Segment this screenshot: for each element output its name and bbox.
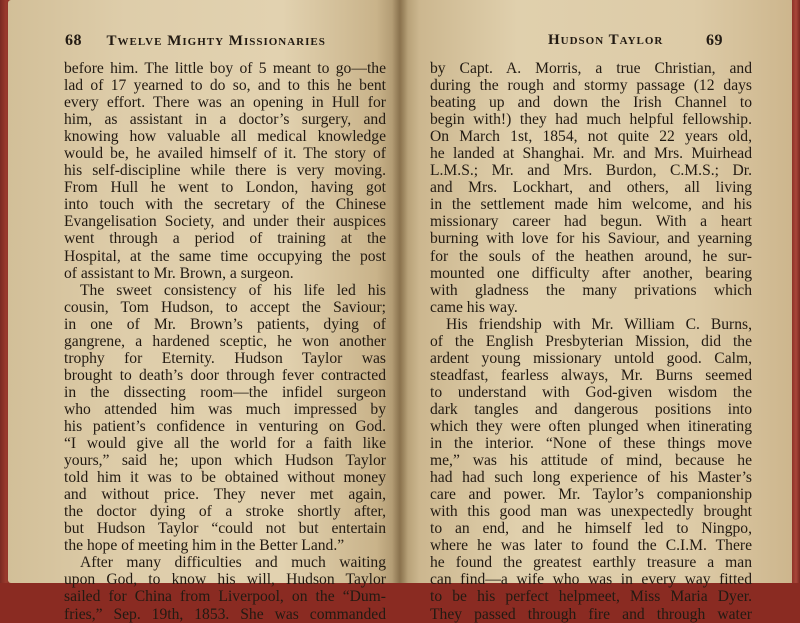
text-line: On March 1st, 1854, not quite 22 years old,: [430, 128, 752, 146]
text-line: sailed for China from Liverpool, on the “Dum-: [64, 588, 386, 606]
text-line: by Capt. A. Morris, a true Christian, and: [430, 60, 752, 77]
text-line: he found the greatest earthly treasure a man: [430, 554, 752, 572]
text-line: had had such long experience of his Master’s: [430, 469, 752, 487]
text-line: every effort. There was an opening in Hull for: [64, 94, 386, 112]
left-page-number: 68: [65, 32, 82, 49]
left-page-text: [64, 60, 386, 623]
text-line: before him. The little boy of 5 meant to go—the: [64, 60, 386, 77]
text-line: which they were often plunged when itinerating: [430, 417, 752, 435]
text-line: They passed through fire and through water: [430, 605, 752, 623]
text-line: where he was later to found the C.I.M. There: [430, 537, 752, 555]
text-line: the hope of meeting him in the Better Land.”: [64, 537, 345, 555]
text-line: fries,” Sep. 19th, 1853. She was commanded: [64, 605, 386, 623]
text-line: beating up and down the Irish Channel to: [430, 94, 752, 112]
text-line: His friendship with Mr. William C. Burns,: [446, 315, 752, 333]
right-page-text: [430, 60, 752, 623]
text-line: in the dissecting room—the infidel surgeon: [64, 383, 386, 401]
text-line: told him it was to be obtained without money: [64, 469, 386, 487]
text-line: and without price. They never met again,: [64, 486, 386, 504]
right-page-header: [430, 32, 760, 52]
text-line: of the English Presbyterian Mission, did the: [430, 332, 752, 350]
text-line: and Mrs. Lockhart, and others, all living: [430, 179, 752, 197]
text-line: brought to death’s door through fever contracted: [64, 366, 386, 384]
text-line: his patient’s confidence in venturing on God.: [64, 417, 386, 435]
text-line: missionary career had begun. With a heart: [430, 213, 752, 231]
text-line: in the settlement made him welcome, and his: [430, 196, 752, 214]
right-running-title: Hudson Taylor: [548, 32, 664, 48]
text-line: “I would give all the world for a faith like: [64, 435, 386, 453]
text-line: he landed at Shanghai. Mr. and Mrs. Muirhead: [430, 145, 752, 163]
left-page: [8, 0, 400, 623]
text-line: for the souls of the heathen around, he sur-: [430, 247, 752, 265]
text-line: during the rough and stormy passage (12 days: [430, 77, 752, 95]
right-page: [400, 0, 792, 623]
text-line: came his way.: [430, 298, 518, 316]
text-line: into touch with the secretary of the Chinese: [64, 196, 386, 214]
text-line: trophy for Eternity. Hudson Taylor was: [64, 349, 386, 367]
text-line: care and power. Mr. Taylor’s companionship: [430, 486, 752, 504]
text-line: Hospital, at the same time occupying the post: [64, 247, 386, 265]
text-line: gangrene, a hardened sceptic, he won another: [64, 332, 386, 350]
text-line: cousin, Tom Hudson, to accept the Saviour;: [64, 298, 386, 316]
text-line: steadfast, fearless always, Mr. Burns seemed: [430, 366, 752, 384]
right-page-number: 69: [706, 32, 723, 49]
text-line: The sweet consistency of his life led his: [80, 281, 386, 299]
text-line: his self-discipline while there is very moving.: [64, 162, 386, 180]
text-line: dark tangles and dangerous positions into: [430, 400, 752, 418]
text-line: can find—a wife who was in every way fitted: [430, 571, 752, 589]
text-line: with this good man was unexpectedly brought: [430, 503, 752, 521]
text-line: me,” was his attitude of mind, because he: [430, 452, 752, 470]
text-line: yours,” said he; upon which Hudson Taylor: [64, 452, 386, 470]
text-line: knowing how valuable all medical knowledge: [64, 128, 386, 146]
text-line: went through a period of training at the: [64, 230, 386, 248]
text-line: After many difficulties and much waiting: [80, 554, 386, 572]
text-line: to be his perfect helpmeet, Miss Maria Dyer.: [430, 588, 752, 606]
text-line: with gladness the many privations which: [430, 281, 752, 299]
text-line: the doctor dying of a stroke shortly after,: [64, 503, 386, 521]
text-line: but Hudson Taylor “could not but entertain: [64, 520, 386, 538]
book-cover-edge: [792, 0, 800, 583]
text-line: lad of 17 yearned to do so, and to this he bent: [64, 77, 386, 95]
text-line: begin with!) they had much helpful fellowship.: [430, 111, 752, 129]
text-line: to understand with God-given wisdom the: [430, 383, 752, 401]
text-line: ardent young missionary untold good. Calm,: [430, 349, 752, 367]
text-line: Evangelisation Society, and under their auspices: [64, 213, 386, 231]
text-line: in the interior. “None of these things move: [430, 435, 752, 453]
text-line: who attended him was much impressed by: [64, 400, 386, 418]
text-line: burning with love for his Saviour, and yearning: [430, 230, 752, 248]
text-line: would be, he availed himself of it. The story of: [64, 145, 386, 163]
left-page-header: [65, 32, 365, 52]
text-line: upon God, to know his will, Hudson Taylor: [64, 571, 386, 589]
text-line: in one of Mr. Brown’s patients, dying of: [64, 315, 386, 333]
text-line: him, as assistant in a doctor’s surgery, and: [64, 111, 386, 129]
text-line: From Hull he went to London, having got: [64, 179, 386, 197]
text-line: mounted one difficulty after another, bearing: [430, 264, 752, 282]
text-line: of assistant to Mr. Brown, a surgeon.: [64, 264, 294, 282]
text-line: to an end, and he himself led to Ningpo,: [430, 520, 752, 538]
text-line: L.M.S.; Mr. and Mrs. Burdon, C.M.S.; Dr.: [430, 162, 752, 180]
left-running-title: Twelve Mighty Missionaries: [106, 33, 326, 49]
